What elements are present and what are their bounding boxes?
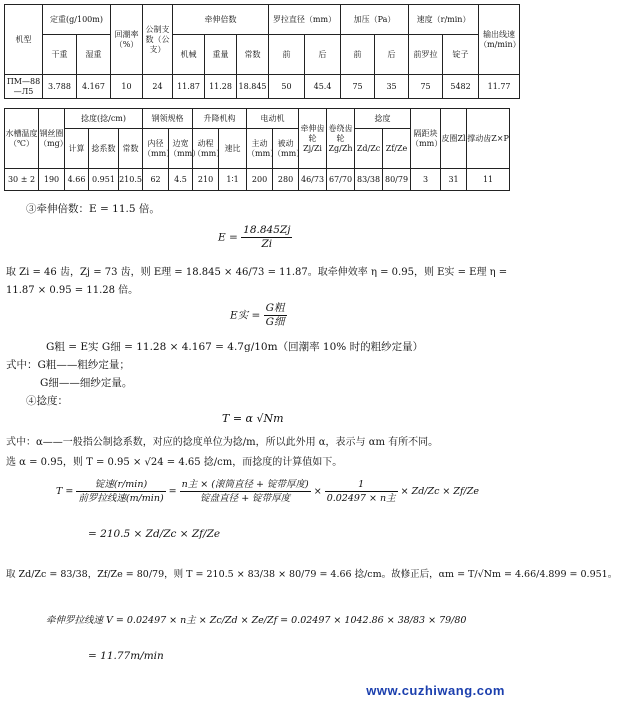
th-ration: 定重(g/100m): [43, 5, 111, 35]
section3-heading: ③牵伸倍数：E = 11.5 倍。: [26, 203, 160, 215]
th-draft: 牵伸倍数: [173, 5, 269, 35]
th-lift-ratio: 速比: [219, 129, 247, 169]
th-twist: 捻度(捻/cm): [65, 109, 143, 129]
th-spacer: 隔距块（mm）: [411, 109, 441, 169]
th-pressure: 加压（Pa）: [341, 5, 409, 35]
th-ring: 钢丝圈（mg）: [39, 109, 65, 169]
cell-motor-driven: 280: [273, 169, 299, 191]
cell-water-temp: 30 ± 2: [5, 169, 39, 191]
cell-twist-b: 80/79: [383, 169, 411, 191]
th-water-temp: 水槽温度（℃）: [5, 109, 39, 169]
th-ring-inner: 内径（mm）: [143, 129, 169, 169]
cell-speed-spindle: 5482: [443, 75, 479, 99]
cell-belt-gear: 31: [441, 169, 467, 191]
th-twist-coef: 捻系数: [89, 129, 119, 169]
equation-roving-weight: G粗 = E实 G细 = 11.28 × 4.167 = 4.7g/10m（回潮率 10% 时的粗纱定量）: [46, 341, 424, 353]
th-twist-gears-b: Zf/Ze: [383, 129, 411, 169]
th-regain: 回潮率（%）: [111, 5, 143, 75]
cell-twist-coef: 0.951: [89, 169, 119, 191]
th-motor-drive: 主动（mm）: [247, 129, 273, 169]
th-draft-const: 常数: [237, 35, 269, 75]
th-ring-width: 边宽（mm）: [169, 129, 193, 169]
equation-twist: T = α √Nm: [222, 412, 284, 425]
th-pressure-front: 前: [341, 35, 375, 75]
cell-motor-drive: 200: [247, 169, 273, 191]
equation-actual-draft: E实 = $\frac{\text{G粗}}{\text{G细}}$: [230, 302, 285, 328]
cell-twist-a: 83/38: [355, 169, 383, 191]
watermark: www.cuzhiwang.com: [366, 683, 505, 698]
equation-roller-speed: 牵伸罗拉线速 V = 0.02497 × n主 × Zc/Zd × Ze/Zf = 0.02497 × 1042.86 × 38/83 × 79/80: [46, 615, 467, 626]
section4-heading: ④捻度：: [26, 395, 68, 407]
th-twist-const: 常数: [119, 129, 143, 169]
th-lift: 升降机构: [193, 109, 247, 129]
spec-table-1: [4, 4, 520, 99]
cell-ring-inner: 62: [143, 169, 169, 191]
equation-twist-calc: T = $\frac{\text{锭速(r/min)}}{\text{前罗拉线速(m/min)}}$ = $\frac{\text{n主 × (滚筒直径 + 锭带厚度)}}{\text{锭盘直径 + 锭带厚度}}$ × $\frac{1}{\text{0.02497 × n主}}$ × Zd/Zc × Zf/Ze: [56, 479, 479, 504]
th-output: 输出线速（m/min）: [479, 5, 520, 75]
th-roller: 罗拉直径（mm）: [269, 5, 341, 35]
cell-speed-front: 75: [409, 75, 443, 99]
cell-draft-gear: 46/73: [299, 169, 327, 191]
cell-count: 24: [143, 75, 173, 99]
th-twist-gears: 捻度: [355, 109, 411, 129]
th-twist-gears-a: Zd/Zc: [355, 129, 383, 169]
cell-roller-back: 45.4: [305, 75, 341, 99]
paragraph-draft-line1: 取 Zi = 46 齿，Zj = 73 齿，则 E理 = 18.845 × 46/73 = 11.87。取牵伸效率 η = 0.95，则 E实 = E理 η =: [6, 267, 508, 278]
cell-model: ПМ—88—Л5: [5, 75, 43, 99]
equation-draft: E = $\frac{18.845Zj}{Zi}$: [218, 224, 291, 250]
cell-dry: 3.788: [43, 75, 77, 99]
th-ration-wet: 湿重: [77, 35, 111, 75]
th-count: 公制支数（公支）: [143, 5, 173, 75]
cell-spacer: 3: [411, 169, 441, 191]
cell-pressure-back: 35: [375, 75, 409, 99]
cell-const: 18.845: [237, 75, 269, 99]
equation-twist-result: = 210.5 × Zd/Zc × Zf/Ze: [88, 528, 221, 540]
paragraph-twist-line2: 选 α = 0.95，则 T = 0.95 × √24 = 4.65 捻/cm，而捻度的计算值如下。: [6, 457, 343, 468]
th-draft-weight: 重量: [205, 35, 237, 75]
paragraph-twist-line1: 式中：α——一般指公制捻系数，对应的捻度单位为捻/m，所以此外用 α，表示与 αm 有所不同。: [6, 437, 439, 448]
cell-regain: 10: [111, 75, 143, 99]
th-speed: 速度（r/min）: [409, 5, 479, 35]
th-ration-dry: 干重: [43, 35, 77, 75]
th-draft-gear: 牵伸齿轮 Zj/Zi: [299, 109, 327, 169]
th-speed-spindle: 锭子: [443, 35, 479, 75]
cell-ring-width: 4.5: [169, 169, 193, 191]
th-draft-mech: 机械: [173, 35, 205, 75]
spec-table-2: [4, 108, 510, 191]
th-dancer: 撑动齿Z×P: [467, 109, 510, 169]
th-belt-gear: 皮圈Zl: [441, 109, 467, 169]
th-pressure-back: 后: [375, 35, 409, 75]
cell-pressure-front: 75: [341, 75, 375, 99]
cell-dancer: 11: [467, 169, 510, 191]
cell-wind-gear: 67/70: [327, 169, 355, 191]
cell-lift-stroke: 210: [193, 169, 219, 191]
equation-roller-speed-result: = 11.77m/min: [88, 650, 164, 662]
cell-roller-front: 50: [269, 75, 305, 99]
th-ring-size: 钢领规格: [143, 109, 193, 129]
paragraph-twist-corrected: 取 Zd/Zc = 83/38，Zf/Ze = 80/79，则 T = 210.5 × 83/38 × 80/79 = 4.66 捻/cm。故修正后，αm = T/√Nm = 4.66/4.899 = 0.951。: [6, 569, 617, 580]
cell-twist-calc: 4.66: [65, 169, 89, 191]
cell-mech: 11.87: [173, 75, 205, 99]
th-roller-front: 前: [269, 35, 305, 75]
cell-twist-const: 210.5: [119, 169, 143, 191]
definition-yarn: G细——细纱定量。: [40, 377, 133, 389]
th-roller-back: 后: [305, 35, 341, 75]
th-lift-stroke: 动程（mm）: [193, 129, 219, 169]
paragraph-draft-line2: 11.87 × 0.95 = 11.28 倍。: [6, 285, 139, 296]
cell-output: 11.77: [479, 75, 520, 99]
definition-roving: 式中：G粗——粗纱定量；: [6, 359, 130, 371]
th-speed-front: 前罗拉: [409, 35, 443, 75]
cell-wet: 4.167: [77, 75, 111, 99]
cell-ring: 190: [39, 169, 65, 191]
th-twist-calc: 计算: [65, 129, 89, 169]
th-motor: 电动机: [247, 109, 299, 129]
th-model: 机型: [5, 5, 43, 75]
cell-lift-ratio: 1∶1: [219, 169, 247, 191]
cell-weight: 11.28: [205, 75, 237, 99]
th-wind-gear: 卷绕齿轮 Zg/Zh: [327, 109, 355, 169]
th-motor-driven: 被动（mm）: [273, 129, 299, 169]
